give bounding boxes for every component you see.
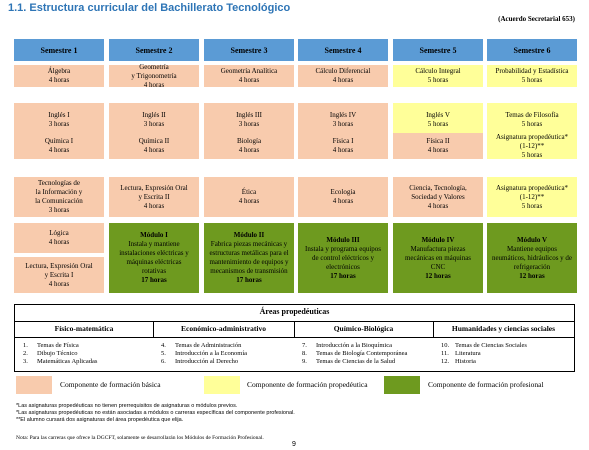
page-title: 1.1. Estructura curricular del Bachillerato Tecnológico bbox=[8, 2, 291, 14]
module-title: Módulo III bbox=[326, 235, 360, 244]
legend-swatch-basic bbox=[16, 376, 52, 394]
subject-name: Lectura, Expresión Oral y Escrita I bbox=[25, 261, 93, 279]
subject-hours: 4 horas bbox=[143, 80, 165, 89]
subject-cell bbox=[109, 177, 199, 217]
module-desc: Instala y programa equipos de control eléctricos y electrónicos bbox=[304, 244, 381, 271]
item-number: 9. bbox=[302, 358, 307, 365]
item-text: Literatura bbox=[455, 350, 481, 357]
semester-label: Semestre 3 bbox=[230, 45, 268, 55]
footnote: **El alumno cursará dos asignaturas del área propedéutica que elija. bbox=[16, 417, 184, 423]
module-desc: Instala y mantiene instalaciones eléctricas y máquinas eléctricas rotativas bbox=[119, 240, 189, 275]
area-heading: Humanidades y ciencias sociales bbox=[451, 324, 556, 333]
module-desc: Fabrica piezas mecánicas y estructuras metálicas para el mantenimiento de equipos y mecanismos de transmisión bbox=[209, 240, 289, 275]
subject-cell bbox=[204, 177, 294, 217]
subject-hours: 5 horas bbox=[521, 150, 543, 159]
subject-name: Álgebra bbox=[47, 67, 71, 75]
subject-name: Cálculo Integral bbox=[415, 67, 461, 75]
area-column bbox=[15, 321, 153, 371]
subject-cell bbox=[14, 133, 104, 159]
subject-name: Inglés I bbox=[48, 111, 70, 119]
item-number: 6. bbox=[161, 358, 166, 365]
subject-cell bbox=[393, 133, 483, 159]
subject-cell bbox=[14, 177, 104, 217]
subject-name: Asignatura propedéutica* (1-12)** bbox=[495, 132, 569, 150]
subject-name: Lógica bbox=[49, 229, 69, 237]
subject-cell bbox=[109, 133, 199, 159]
footnote: *Las asignaturas propedéuticas no están asociadas a módulos o carreras específicas del componente profesional. bbox=[16, 410, 295, 416]
subject-hours: 4 horas bbox=[332, 146, 354, 154]
module-cell bbox=[393, 223, 483, 293]
subject-name: Inglés IV bbox=[329, 111, 357, 119]
subject-hours: 4 horas bbox=[427, 146, 449, 154]
module-hours: 17 horas bbox=[236, 276, 262, 284]
subject-cell bbox=[14, 257, 104, 293]
subject-hours: 4 horas bbox=[332, 197, 354, 205]
subject-hours: 4 horas bbox=[238, 146, 260, 154]
item-text: Introducción al Derecho bbox=[175, 358, 239, 365]
item-number: 5. bbox=[161, 350, 166, 357]
item-number: 1. bbox=[23, 342, 28, 349]
page-number: 9 bbox=[292, 441, 296, 448]
areas-title: Áreas propedéuticas bbox=[259, 307, 330, 316]
area-list bbox=[302, 342, 407, 366]
legend-prof: Componente de formación profesional bbox=[428, 380, 544, 389]
subject-hours: 4 horas bbox=[332, 76, 354, 84]
subject-name: Tecnologías de la Información y la Comunicación bbox=[35, 179, 83, 205]
subject-hours: 4 horas bbox=[48, 146, 70, 154]
subject-cell bbox=[393, 103, 483, 137]
item-text: Historia bbox=[455, 358, 476, 365]
acuerdo-label: (Acuerdo Secretarial 653) bbox=[498, 15, 575, 23]
subject-hours: 3 horas bbox=[143, 120, 165, 128]
subject-cell bbox=[487, 133, 577, 159]
subject-hours: 4 horas bbox=[238, 76, 260, 84]
subject-name: Lectura, Expresión Oral y Escrita II bbox=[120, 183, 188, 201]
item-number: 10. bbox=[441, 342, 450, 349]
list-item bbox=[441, 342, 527, 350]
area-column bbox=[153, 321, 294, 371]
item-number: 12. bbox=[441, 358, 450, 365]
subject-cell bbox=[204, 65, 294, 87]
subject-name: Ética bbox=[241, 188, 257, 196]
list-item bbox=[23, 358, 97, 366]
subject-hours: 3 horas bbox=[238, 120, 260, 128]
subject-name: Probabilidad y Estadística bbox=[495, 67, 569, 75]
module-cell bbox=[298, 223, 388, 293]
legend-prop: Componente de formación propedéutica bbox=[247, 380, 368, 389]
area-list bbox=[23, 342, 97, 366]
item-text: Introducción a la Economía bbox=[175, 350, 248, 357]
area-column bbox=[294, 321, 433, 371]
module-title: Módulo II bbox=[233, 231, 265, 239]
legend-swatch-prop bbox=[204, 376, 240, 394]
footnote: *Las asignaturas propedéuticas no tienen prerrequisitos de asignaturas o módulos previos. bbox=[16, 403, 238, 409]
module-hours: 12 horas bbox=[425, 271, 451, 280]
subject-name: Inglés V bbox=[426, 111, 450, 119]
subject-hours: 4 horas bbox=[48, 238, 70, 246]
semester-header bbox=[487, 39, 577, 61]
item-text: Temas de Ciencias Sociales bbox=[455, 342, 527, 349]
nota: Nota: Para las carreras que ofrece la DGCFT, solamente se desarrollarán los Módulos de Formación Profesional. bbox=[16, 435, 264, 441]
item-text: Introducción a la Bioquímica bbox=[316, 342, 392, 349]
module-title: Módulo I bbox=[140, 231, 168, 239]
subject-name: Temas de Filosofía bbox=[505, 111, 559, 119]
subject-name: Ciencia, Tecnología, Sociedad y Valores bbox=[409, 183, 467, 201]
subject-hours: 4 horas bbox=[427, 201, 449, 210]
list-item bbox=[23, 350, 97, 358]
module-title: Módulo V bbox=[516, 235, 548, 244]
area-heading: Químico-Biológica bbox=[333, 324, 394, 333]
module-desc: Manufactura piezas mecánicas en máquinas CNC bbox=[404, 244, 472, 271]
subject-cell bbox=[298, 103, 388, 137]
item-number: 8. bbox=[302, 350, 307, 357]
module-hours: 17 horas bbox=[141, 276, 167, 284]
semester-header bbox=[393, 39, 483, 61]
subject-cell bbox=[393, 177, 483, 217]
subject-cell bbox=[298, 65, 388, 87]
subject-hours: 4 horas bbox=[143, 146, 165, 154]
legend-swatch-prof bbox=[384, 376, 420, 394]
list-item bbox=[161, 358, 247, 366]
footnotes bbox=[16, 403, 295, 424]
subject-hours: 5 horas bbox=[427, 76, 449, 84]
list-item bbox=[302, 358, 407, 366]
module-desc: Mantiene equipos neumáticos, hidráulicos y de refrigeración bbox=[491, 244, 573, 271]
subject-hours: 4 horas bbox=[238, 197, 260, 205]
module-title: Módulo IV bbox=[421, 235, 455, 244]
subject-cell bbox=[298, 133, 388, 159]
subject-hours: 3 horas bbox=[332, 120, 354, 128]
item-text: Temas de Biología Contemporánea bbox=[316, 350, 408, 357]
semester-header bbox=[109, 39, 199, 61]
subject-cell bbox=[204, 103, 294, 137]
subject-name: Biología bbox=[236, 137, 262, 145]
list-item bbox=[161, 350, 247, 358]
subject-cell bbox=[14, 65, 104, 87]
area-heading: Económico-administrativo bbox=[181, 324, 266, 333]
semester-header bbox=[204, 39, 294, 61]
subject-cell bbox=[393, 65, 483, 87]
item-text: Temas de Ciencias de la Salud bbox=[316, 358, 396, 365]
subject-name: Química II bbox=[138, 137, 170, 145]
module-cell bbox=[487, 223, 577, 293]
module-hours: 17 horas bbox=[330, 271, 356, 280]
subject-name: Geometría Analítica bbox=[220, 67, 278, 75]
subject-hours: 5 horas bbox=[427, 120, 449, 128]
subject-hours: 3 horas bbox=[48, 120, 70, 128]
subject-hours: 3 horas bbox=[48, 206, 70, 214]
area-column bbox=[433, 321, 574, 371]
module-cell bbox=[109, 223, 199, 293]
module-hours: 12 horas bbox=[519, 271, 545, 280]
area-list bbox=[161, 342, 247, 366]
subject-cell bbox=[487, 177, 577, 217]
list-item bbox=[23, 342, 97, 350]
subject-name: Química I bbox=[44, 137, 74, 145]
subject-hours: 4 horas bbox=[48, 76, 70, 84]
list-item bbox=[441, 350, 527, 358]
semester-label: Semestre 2 bbox=[135, 45, 173, 55]
subject-cell bbox=[109, 103, 199, 137]
list-item bbox=[161, 342, 247, 350]
subject-name: Ecología bbox=[330, 188, 356, 196]
list-item bbox=[302, 342, 407, 350]
item-number: 7. bbox=[302, 342, 307, 349]
subject-name: Física II bbox=[426, 137, 450, 145]
subject-name: Asignatura propedéutica* (1-12)** bbox=[495, 183, 569, 201]
legend-basic: Componente de formación básica bbox=[60, 380, 161, 389]
subject-name: Física I bbox=[332, 137, 354, 145]
subject-hours: 4 horas bbox=[48, 279, 70, 288]
item-text: Temas de Física bbox=[37, 342, 79, 349]
subject-name: Cálculo Diferencial bbox=[315, 67, 371, 75]
semester-label: Semestre 4 bbox=[324, 45, 362, 55]
semester-label: Semestre 5 bbox=[419, 45, 457, 55]
subject-cell bbox=[14, 223, 104, 253]
subject-name: Inglés II bbox=[142, 111, 166, 119]
list-item bbox=[441, 358, 527, 366]
subject-cell bbox=[14, 103, 104, 137]
semester-header bbox=[298, 39, 388, 61]
subject-name: Geometría y Trigonometría bbox=[131, 62, 177, 80]
item-number: 3. bbox=[23, 358, 28, 365]
item-number: 11. bbox=[441, 350, 449, 357]
subject-name: Inglés III bbox=[236, 111, 262, 119]
subject-cell bbox=[109, 62, 199, 89]
subject-cell bbox=[298, 177, 388, 217]
semester-header bbox=[14, 39, 104, 61]
subject-hours: 4 horas bbox=[143, 201, 165, 210]
module-cell bbox=[204, 223, 294, 293]
item-number: 2. bbox=[23, 350, 28, 357]
semester-label: Semestre 1 bbox=[40, 45, 78, 55]
areas-propedeuticas bbox=[14, 304, 575, 372]
subject-hours: 5 horas bbox=[521, 76, 543, 84]
subject-cell bbox=[487, 65, 577, 87]
subject-cell bbox=[204, 133, 294, 159]
area-list bbox=[441, 342, 527, 366]
item-text: Dibujo Técnico bbox=[37, 350, 78, 357]
list-item bbox=[302, 350, 407, 358]
item-text: Temas de Administración bbox=[175, 342, 242, 349]
semester-label: Semestre 6 bbox=[513, 45, 551, 55]
area-heading: Físico-matemática bbox=[54, 324, 114, 333]
subject-hours: 5 horas bbox=[521, 201, 543, 210]
item-text: Matemáticas Aplicadas bbox=[37, 358, 98, 365]
subject-hours: 5 horas bbox=[521, 120, 543, 128]
item-number: 4. bbox=[161, 342, 166, 349]
